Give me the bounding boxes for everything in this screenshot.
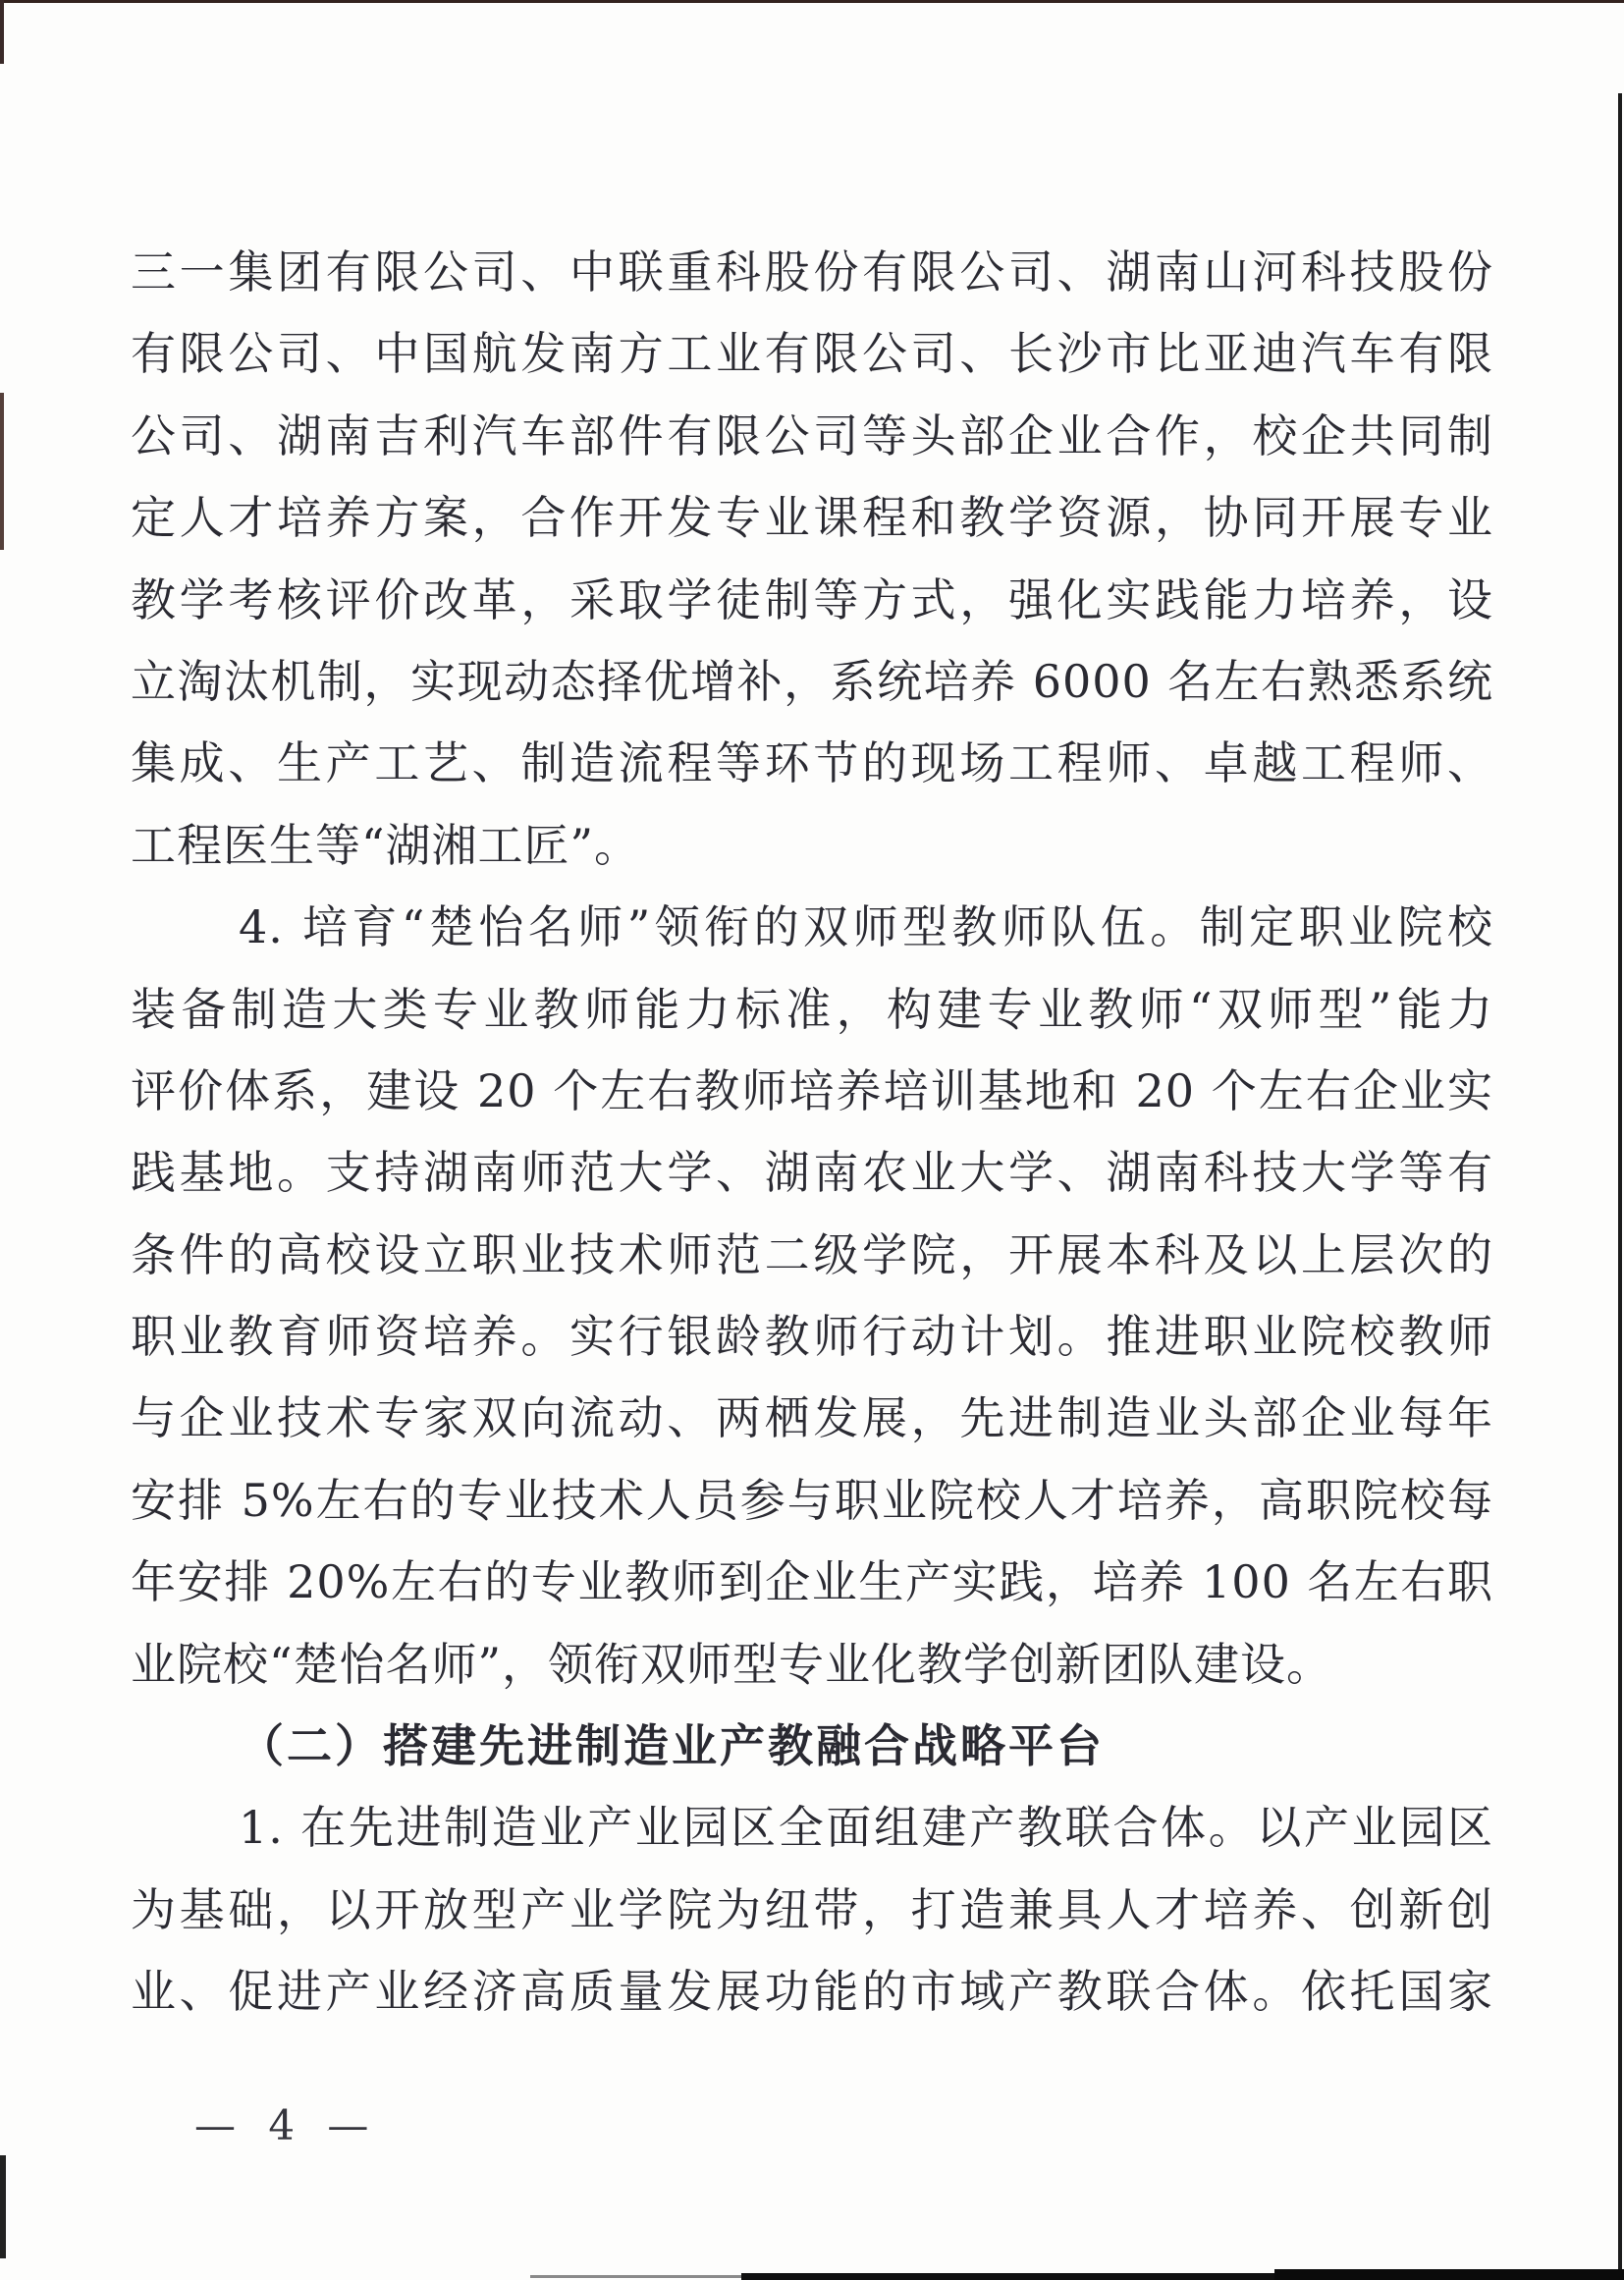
text-line: 集成、生产工艺、制造流程等环节的现场工程师、卓越工程师、 [131, 736, 1493, 790]
text-line-paragraph-end: 业院校“楚怡名师”，领衔双师型专业化教学创新团队建设。 [131, 1637, 1333, 1691]
scan-artifact-left-edge-smudge [0, 393, 4, 550]
document-body [131, 232, 1493, 2034]
scan-artifact-bottom-edge-black [741, 2273, 1276, 2280]
text-line: 定人才培养方案，合作开发专业课程和教学资源，协同开展专业 [131, 491, 1493, 545]
scan-artifact-left-edge-mark [0, 0, 4, 64]
text-line: 安排 5%左右的专业技术人员参与职业院校人才培养，高职院校每 [131, 1473, 1493, 1527]
text-line: 三一集团有限公司、中联重科股份有限公司、湖南山河科技股份 [131, 245, 1493, 299]
text-line: 教学考核评价改革，采取学徒制等方式，强化实践能力培养，设 [131, 572, 1493, 626]
text-line: 装备制造大类专业教师能力标准，构建专业教师“双师型”能力 [131, 982, 1493, 1036]
section-heading-2: （二）搭建先进制造业产教融合战略平台 [239, 1719, 1105, 1773]
text-line: 与企业技术专家双向流动、两栖发展，先进制造业头部企业每年 [131, 1391, 1493, 1445]
text-line: 评价体系，建设 20 个左右教师培养培训基地和 20 个左右企业实 [131, 1063, 1493, 1117]
text-line-paragraph-end: 工程医生等“湖湘工匠”。 [131, 818, 641, 872]
text-line: 职业教育师资培养。实行银龄教师行动计划。推进职业院校教师 [131, 1310, 1493, 1364]
text-line: 业、促进产业经济高质量发展功能的市域产教联合体。依托国家 [131, 1965, 1493, 2019]
text-line: 践基地。支持湖南师范大学、湖南农业大学、湖南科技大学等有 [131, 1146, 1493, 1200]
scan-artifact-bottom-right-edge [1274, 2269, 1624, 2280]
text-line-numbered-item-1: 1. 在先进制造业产业园区全面组建产教联合体。以产业园区 [239, 1801, 1493, 1855]
scan-artifact-bottom-edge-gray [530, 2275, 746, 2278]
text-line: 立淘汰机制，实现动态择优增补，系统培养 6000 名左右熟悉系统 [131, 654, 1493, 708]
text-line: 公司、湖南吉利汽车部件有限公司等头部企业合作，校企共同制 [131, 408, 1493, 462]
scan-artifact-top-edge [0, 0, 1624, 3]
text-line: 条件的高校设立职业技术师范二级学院，开展本科及以上层次的 [131, 1227, 1493, 1281]
scan-artifact-left-bottom-mark [0, 2155, 6, 2258]
text-line: 有限公司、中国航发南方工业有限公司、长沙市比亚迪汽车有限 [131, 327, 1493, 381]
scan-artifact-right-edge [1618, 93, 1622, 2280]
text-line: 年安排 20%左右的专业教师到企业生产实践，培养 100 名左右职 [131, 1555, 1493, 1609]
text-line: 为基础，以开放型产业学院为纽带，打造兼具人才培养、创新创 [131, 1882, 1493, 1936]
page-number: — 4 — [194, 2101, 379, 2149]
text-line-numbered-item-4: 4. 培育“楚怡名师”领衔的双师型教师队伍。制定职业院校 [239, 900, 1493, 954]
